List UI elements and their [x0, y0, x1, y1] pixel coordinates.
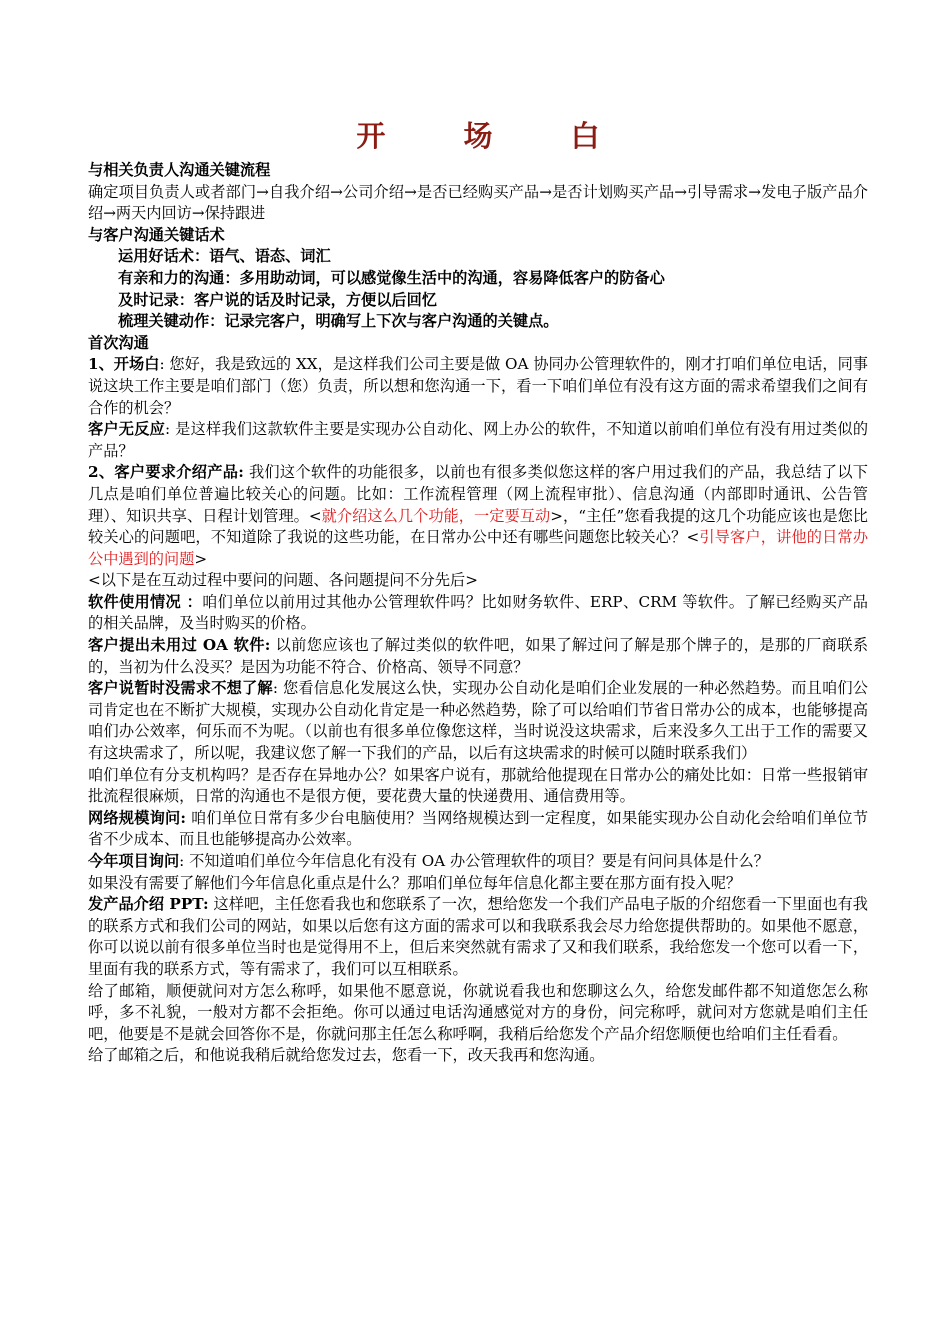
first-contact-heading: 首次沟通 — [88, 333, 149, 352]
flow-heading: 与相关负责人沟通关键流程 — [88, 161, 271, 179]
paragraph-text: 语气、语态、词汇 — [209, 247, 331, 266]
paragraph-text: 咱们单位以前用过其他办公管理软件吗？比如财务软件、ERP、CRM 等软件。了解已经购买产品的相关品牌，及当时购买的价格。 — [88, 592, 868, 633]
tip-item — [88, 246, 868, 268]
not-used-oa-paragraph — [88, 635, 868, 678]
after-email-paragraph: 给了邮箱之后，和他说我稍后就给您发过去，您看一下，改天我再和您沟通。 — [88, 1046, 605, 1065]
no-need-paragraph — [88, 678, 868, 764]
paragraph-label: 客户提出未用过 OA 软件: — [88, 636, 271, 655]
paragraph-label: 客户无反应 — [88, 420, 166, 439]
paragraph-text: 及时记录： — [118, 290, 194, 309]
paragraph-text: : 您好，我是致远的 XX，是这样我们公司主要是做 OA 协同办公管理软件的，刚才打咱们单位电话，同事说这块工作主要是咱们部门（您）负责，所以想和您沟通一下，看一下咱们单位有没有这方面的需求希望我们之间有合作的机会？ — [88, 355, 868, 417]
paragraph-text: 有亲和力的沟通： — [118, 268, 240, 287]
paragraph-text: 梳理关键动作： — [118, 312, 225, 331]
interaction-note: <以下是在互动过程中要问的问题、各问题提问不分先后> — [88, 571, 478, 590]
paragraph-text: 我们这个软件的功能很多，以前也有很多类似您这样的客户用过我们的产品，我总结了以下几点是咱们单位普遍比较关心的问题。比如：工作流程管理（网上流程审批）、信息沟通（内部即时通讯、公告管理）、知识共享、日程计划管理。< — [88, 463, 868, 525]
tip-item — [88, 268, 868, 290]
project-paragraph — [88, 851, 868, 873]
intro-request-paragraph — [88, 462, 868, 570]
paragraph-label: 2、客户要求介绍产品: — [88, 463, 244, 482]
paragraph-text: 运用好话术： — [118, 247, 210, 266]
paragraph-text: 这样吧，主任您看我也和您联系了一次，想给您发一个我们产品电子版的介绍您看一下里面也有我的联系方式和我们公司的网站，如果以后您有这方面的需求可以和我联系我会尽力给您提供帮助的。如果他不愿意，你可以说以前有很多单位当时也是觉得用不上，但后来突然就有需求了又和我们联系，我给您发一个您可以看一下，里面有我的联系方式，等有需求了，我们可以互相联系。 — [88, 895, 868, 978]
talk-heading: 与客户沟通关键话术 — [88, 225, 225, 244]
paragraph-text: : 您看信息化发展这么快，实现办公自动化是咱们企业发展的一种必然趋势。而且咱们公司肯定也在不断扩大规模，实现办公自动化肯定是一种必然趋势，除了可以给咱们节省日常办公的成本，也能够提高咱们办公效率，何乐而不为呢。（以前也有很多单位像您这样，当时说没这块需求，后来没多久工出于工作的需要又有这块需求了，所以呢，我建议您了解一下我们的产品，以后有这块需求的时候可以随时联系我们） — [88, 679, 868, 763]
paragraph-label: 发产品介绍 PPT: — [88, 895, 209, 914]
highlight-note: 引导客户，讲他的日常办公中遇到的问题 — [88, 528, 869, 568]
paragraph-text: 多用助动词，可以感觉像生活中的沟通，容易降低客户的防备心 — [239, 268, 665, 287]
paragraph-text: > — [194, 549, 208, 568]
ppt-paragraph — [88, 894, 868, 980]
focus-paragraph: 如果没有需要了解他们今年信息化重点是什么？那咱们单位每年信息化都主要在那方面有投入呢？ — [88, 873, 742, 892]
flow-text: 确定项目负责人或者部门→自我介绍→公司介绍→是否已经购买产品→是否计划购买产品→引导需求→发电子版产品介绍→两天内回访→保持跟进 — [88, 182, 868, 223]
opening-paragraph — [88, 354, 868, 419]
paragraph-label: 客户说暂时没需求不想了解 — [88, 679, 273, 698]
paragraph-text: : 是这样我们这款软件主要是实现办公自动化、网上办公的软件，不知道以前咱们单位有没有用过类似的产品？ — [88, 420, 869, 460]
network-paragraph — [88, 808, 868, 851]
paragraph-text: : 不知道咱们单位今年信息化有没有 OA 办公管理软件的项目？要是有问问具体是什么？ — [179, 852, 769, 870]
paragraph-text: 客户说的话及时记录，方便以后回忆 — [193, 290, 437, 309]
no-reaction-paragraph — [88, 419, 868, 462]
paragraph-label: 1、开场白 — [88, 355, 160, 374]
paragraph-label: 软件使用情况 ： — [88, 592, 203, 611]
branches-paragraph: 咱们单位有分支机构吗？是否存在异地办公？如果客户说有，那就给他提现在日常办公的痛处比如：日常一些报销审批流程很麻烦，日常的沟通也不是很方便，要花费大量的快递费用、通信费用等。 — [88, 765, 868, 806]
tip-item — [88, 290, 868, 312]
tip-item — [88, 311, 868, 333]
page-title: 开 场 白 — [356, 119, 634, 153]
paragraph-label: 网络规模询问: — [88, 808, 186, 827]
document-page — [88, 116, 868, 1067]
paragraph-text: 记录完客户，明确写上下次与客户沟通的关键点。 — [224, 312, 559, 331]
software-usage-paragraph — [88, 592, 868, 635]
paragraph-label: 今年项目询问 — [88, 852, 180, 870]
paragraph-text: >，“主任”您看我提的这几个功能应该也是您比较关心的问题吧，不知道除了我说的这些功能，在日常办公中还有哪些问题您比较关心？< — [88, 506, 868, 547]
paragraph-text: 以前您应该也了解过类似的软件吧，如果了解过问了解是那个牌子的，是那的厂商联系的，当初为什么没买？是因为功能不符合、价格高、领导不同意？ — [88, 636, 869, 676]
highlight-note: 就介绍这么几个功能，一定要互动 — [321, 506, 551, 525]
paragraph-text: 咱们单位日常有多少台电脑使用？当网络规模达到一定程度，如果能实现办公自动化会给咱们单位节省不少成本、而且也能够提高办公效率。 — [88, 808, 869, 849]
email-paragraph: 给了邮箱，顺便就问对方怎么称呼，如果他不愿意说，你就说看我也和您聊这么久，给您发邮件都不知道您怎么称呼，多不礼貌，一般对方都不会拒绝。你可以通过电话沟通感觉对方的身份，问完称呼，就问对方您就是咱们主任吧，他要是不是就会回答你不是，你就问那主任怎么称呼啊，我稍后给您发个产品介绍您顺便也给咱们主任看看。 — [88, 981, 868, 1043]
